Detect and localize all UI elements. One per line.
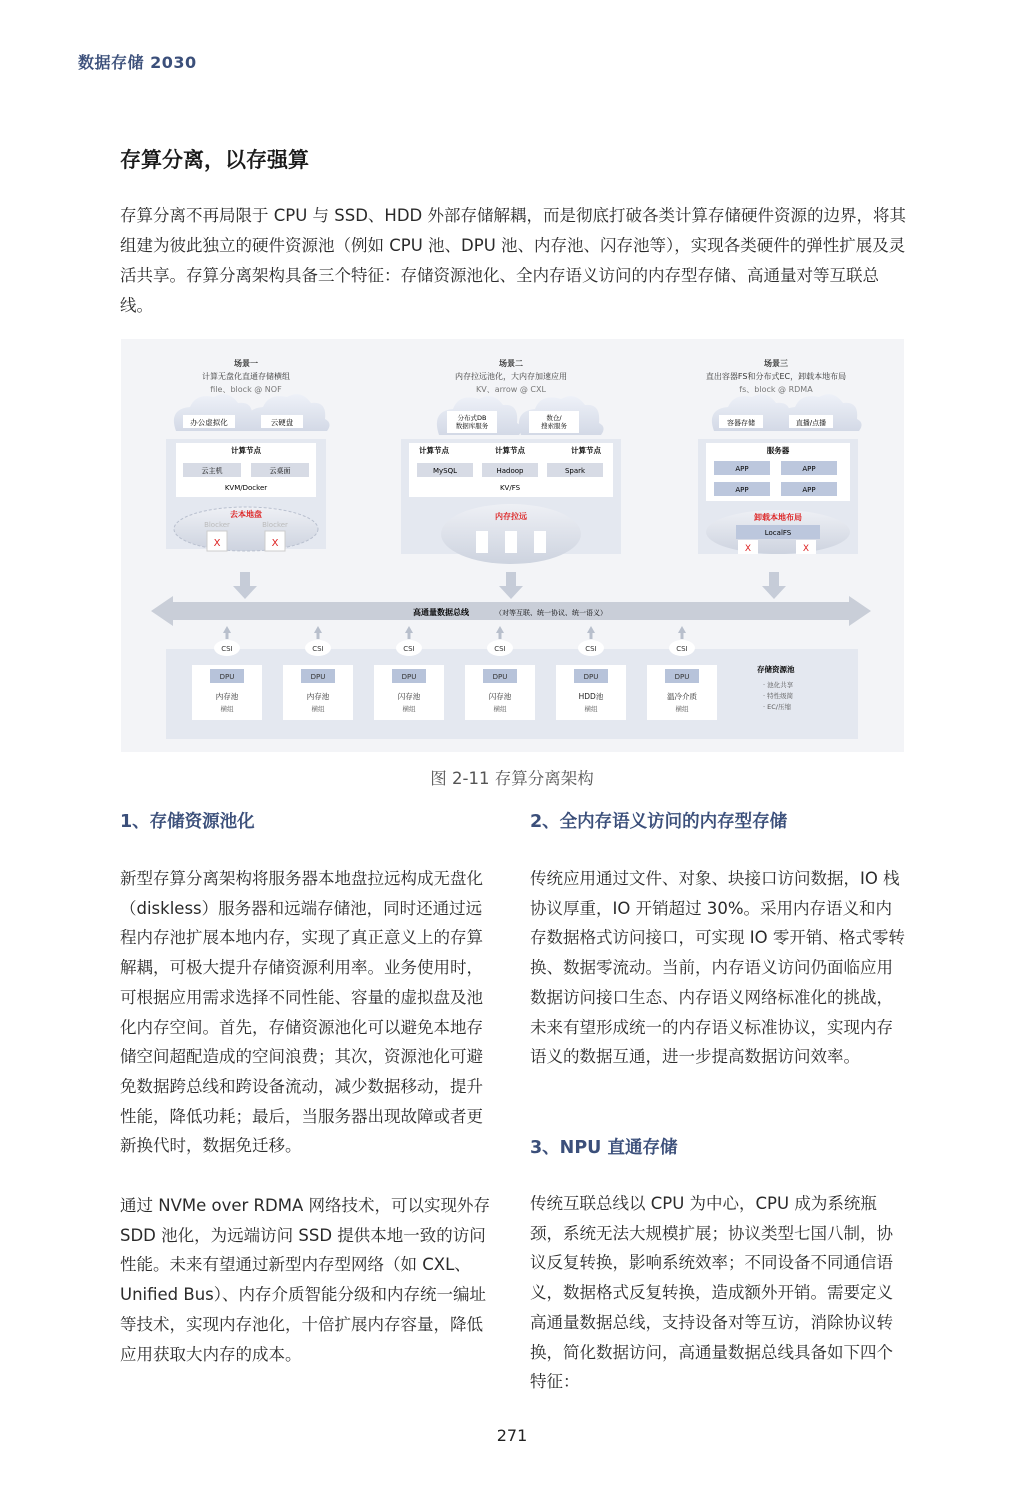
x-mark: X — [744, 544, 752, 554]
csi-label: CSI — [585, 645, 597, 653]
node-title: 计算节点 — [495, 446, 525, 455]
module-sub: 横组 — [220, 705, 234, 713]
scene1-title: 场景一 — [234, 359, 258, 368]
cloud-label-line: 搜索服务 — [541, 422, 567, 430]
module-name: 闪存池 — [488, 692, 512, 701]
scene3-title: 场景三 — [764, 359, 788, 368]
pool-feature: · 特性级简 — [763, 692, 794, 700]
dpu-label: DPU — [674, 673, 690, 681]
scene2-clouds — [437, 396, 604, 435]
heading-memory-semantic: 2、全内存语义访问的内存型存储 — [530, 812, 788, 832]
module-name: 内存池 — [215, 692, 239, 701]
node-title: 服务器 — [766, 446, 790, 455]
localfs-label: LocalFS — [764, 529, 792, 537]
scene1-subtitle: 计算无盘化直通存储横组 — [202, 372, 290, 381]
node-box: Spark — [564, 467, 586, 475]
csi-label: CSI — [221, 645, 233, 653]
node-box: 云桌面 — [269, 467, 291, 475]
down-arrows — [233, 572, 786, 599]
scene3-clouds — [712, 394, 862, 431]
module-name: 温冷介质 — [667, 692, 697, 701]
up-arrow — [405, 626, 413, 633]
cloud-label — [456, 413, 489, 430]
paragraph: 通过 NVMe over RDMA 网络技术，可以实现外存 SDD 池化，为远端访问 SSD 提供本地一致的访问性能。未来有望通过新型内存型网络（如 CXL、Unified Bus）、内存介质智能分级和内存统一编址等技术，实现内存池化，十倍扩展内存容量，降低应用获取大内存的成本。 — [120, 1196, 490, 1364]
dpu-label: DPU — [492, 673, 508, 681]
paragraph: 传统应用通过文件、对象、块接口访问数据，IO 栈协议厚重，IO 开销超过 30%。采用内存语义和内存数据格式访问接口，可实现 IO 零开销、格式零转换、数据零流动。当前，内存语义访问仍面临应用数据访问接口生态、内存语义网络标准化的挑战，未来有望形成统一的内存语义标准协议，实现内存语义的数据互通，进一步提高数据访问效率。 — [530, 869, 905, 1067]
figure-caption: 图 2-11 存算分离架构 — [430, 769, 594, 788]
blocker-label: Blocker — [262, 521, 288, 529]
module-sub: 横组 — [675, 705, 689, 713]
up-arrow-stem — [499, 633, 502, 639]
up-arrow-stem — [408, 633, 411, 639]
module-sub: 横组 — [402, 705, 416, 713]
cloud-label: 直播/点播 — [795, 419, 827, 427]
paragraph: 传统互联总线以 CPU 为中心，CPU 成为系统瓶颈，系统无法大规模扩展；协议类型七国八制，协议反复转换，影响系统效率；不同设备不同通信语义，数据格式反复转换，造成额外开销。需要定义高通量数据总线，支持设备对等互访，消除协议转换，简化数据访问，高通量数据总线具备如下四个特征： — [530, 1194, 893, 1392]
module-name: 闪存池 — [397, 692, 421, 701]
scene1-protocol: file、block @ NOF — [210, 385, 282, 394]
right-column-upper — [530, 864, 908, 1072]
node-box: Hadoop — [496, 467, 524, 475]
x-mark: X — [213, 538, 221, 549]
up-arrow — [223, 626, 231, 633]
runtime-label: KVM/Docker — [224, 484, 268, 492]
running-header: 数据存储 2030 — [78, 53, 197, 72]
up-arrow — [314, 626, 322, 633]
data-bus — [151, 596, 871, 626]
node-box: 云主机 — [201, 467, 223, 475]
csi-label: CSI — [403, 645, 415, 653]
cloud-label: 云硬盘 — [270, 418, 294, 427]
dpu-label: DPU — [310, 673, 326, 681]
dpu-label: DPU — [219, 673, 235, 681]
scene2-subtitle: 内存拉远池化，大内存加速应用 — [455, 372, 567, 381]
cloud-label: 容器存储 — [727, 419, 755, 427]
up-arrow-stem — [681, 633, 684, 639]
scene1-clouds — [174, 394, 330, 431]
node-box: APP — [802, 465, 816, 473]
scene3-subtitle: 直出容器FS和分布式EC，卸载本地布局 — [705, 372, 847, 381]
architecture-figure — [121, 339, 904, 752]
dpu-label: DPU — [583, 673, 599, 681]
module-name: HDD池 — [578, 692, 604, 701]
module-sub: 横组 — [493, 705, 507, 713]
csi-label: CSI — [312, 645, 324, 653]
bus-note: （对等互联、统一协议、统一语义） — [495, 609, 607, 617]
up-arrow-stem — [590, 633, 593, 639]
intro-paragraph: 存算分离不再局限于 CPU 与 SSD、HDD 外部存储解耦，而是彻底打破各类计算存储硬件资源的边界，将其组建为彼此独立的硬件资源池（例如 CPU 池、DPU 池、内存池、闪存池等），实现各类硬件的弹性扩展及灵活共享。存算分离架构具备三个特征：存储资源池化、全内存语义访问的内存型存储、高通量对等互联总线。 — [120, 206, 906, 315]
node-box: MySQL — [432, 467, 458, 475]
scene3-protocol: fs、block @ RDMA — [739, 385, 813, 394]
csi-label: CSI — [494, 645, 506, 653]
up-arrow — [496, 626, 504, 633]
module-sub: 横组 — [584, 705, 598, 713]
scene2-title: 场景二 — [499, 359, 523, 368]
page-number: 271 — [496, 1426, 528, 1445]
disk-label: 卸载本地布局 — [754, 513, 802, 522]
disk-label: 去本地盘 — [230, 510, 262, 519]
right-column-lower — [530, 1189, 908, 1397]
heading-storage-pooling: 1、存储资源池化 — [120, 812, 255, 832]
up-arrow — [587, 626, 595, 633]
cloud-label-line: 数据库服务 — [455, 422, 489, 430]
pool-feature: · EC/压缩 — [763, 703, 791, 711]
node-title: 计算节点 — [231, 446, 261, 455]
cloud-label-line: 数仓/ — [546, 414, 562, 422]
node-box: APP — [802, 486, 816, 494]
section-title: 存算分离，以存强算 — [120, 148, 309, 172]
heading-npu-direct: 3、NPU 直通存储 — [530, 1138, 678, 1158]
up-arrow — [678, 626, 686, 633]
cloud-label: 办公虚拟化 — [190, 418, 228, 427]
x-mark: X — [802, 544, 810, 554]
bus-label: 高通量数据总线 — [413, 608, 469, 617]
runtime-label: KV/FS — [499, 484, 521, 492]
scene2-protocol: KV、arrow @ CXL — [476, 385, 546, 394]
left-column — [120, 864, 498, 1369]
disk-label: 内存拉远 — [495, 512, 527, 521]
node-box: APP — [735, 486, 749, 494]
module-sub: 横组 — [311, 705, 325, 713]
module-name: 内存池 — [306, 692, 330, 701]
x-mark: X — [271, 538, 279, 549]
node-title: 计算节点 — [571, 446, 601, 455]
up-arrow-stem — [317, 633, 320, 639]
node-title: 计算节点 — [419, 446, 449, 455]
dpu-label: DPU — [401, 673, 417, 681]
cloud-label-line: 分布式DB — [457, 414, 487, 422]
pool-title: 存储资源池 — [757, 665, 795, 674]
paragraph: 新型存算分离架构将服务器本地盘拉远构成无盘化（diskless）服务器和远端存储池，同时还通过远程内存池扩展本地内存，实现了真正意义上的存算解耦，可极大提升存储资源利用率。业务使用时，可根据应用需求选择不同性能、容量的虚拟盘及池化内存空间。首先，存储资源池化可以避免本地存储空间超配造成的空间浪费；其次，资源池化可避免数据跨总线和跨设备流动，减少数据移动，提升性能，降低功耗；最后，当服务器出现故障或者更新换代时，数据免迁移。 — [120, 869, 483, 1156]
csi-label: CSI — [676, 645, 688, 653]
node-box: APP — [735, 465, 749, 473]
up-arrow-stem — [226, 633, 229, 639]
pool-feature: · 池化共享 — [763, 681, 794, 689]
blocker-label: Blocker — [204, 521, 230, 529]
